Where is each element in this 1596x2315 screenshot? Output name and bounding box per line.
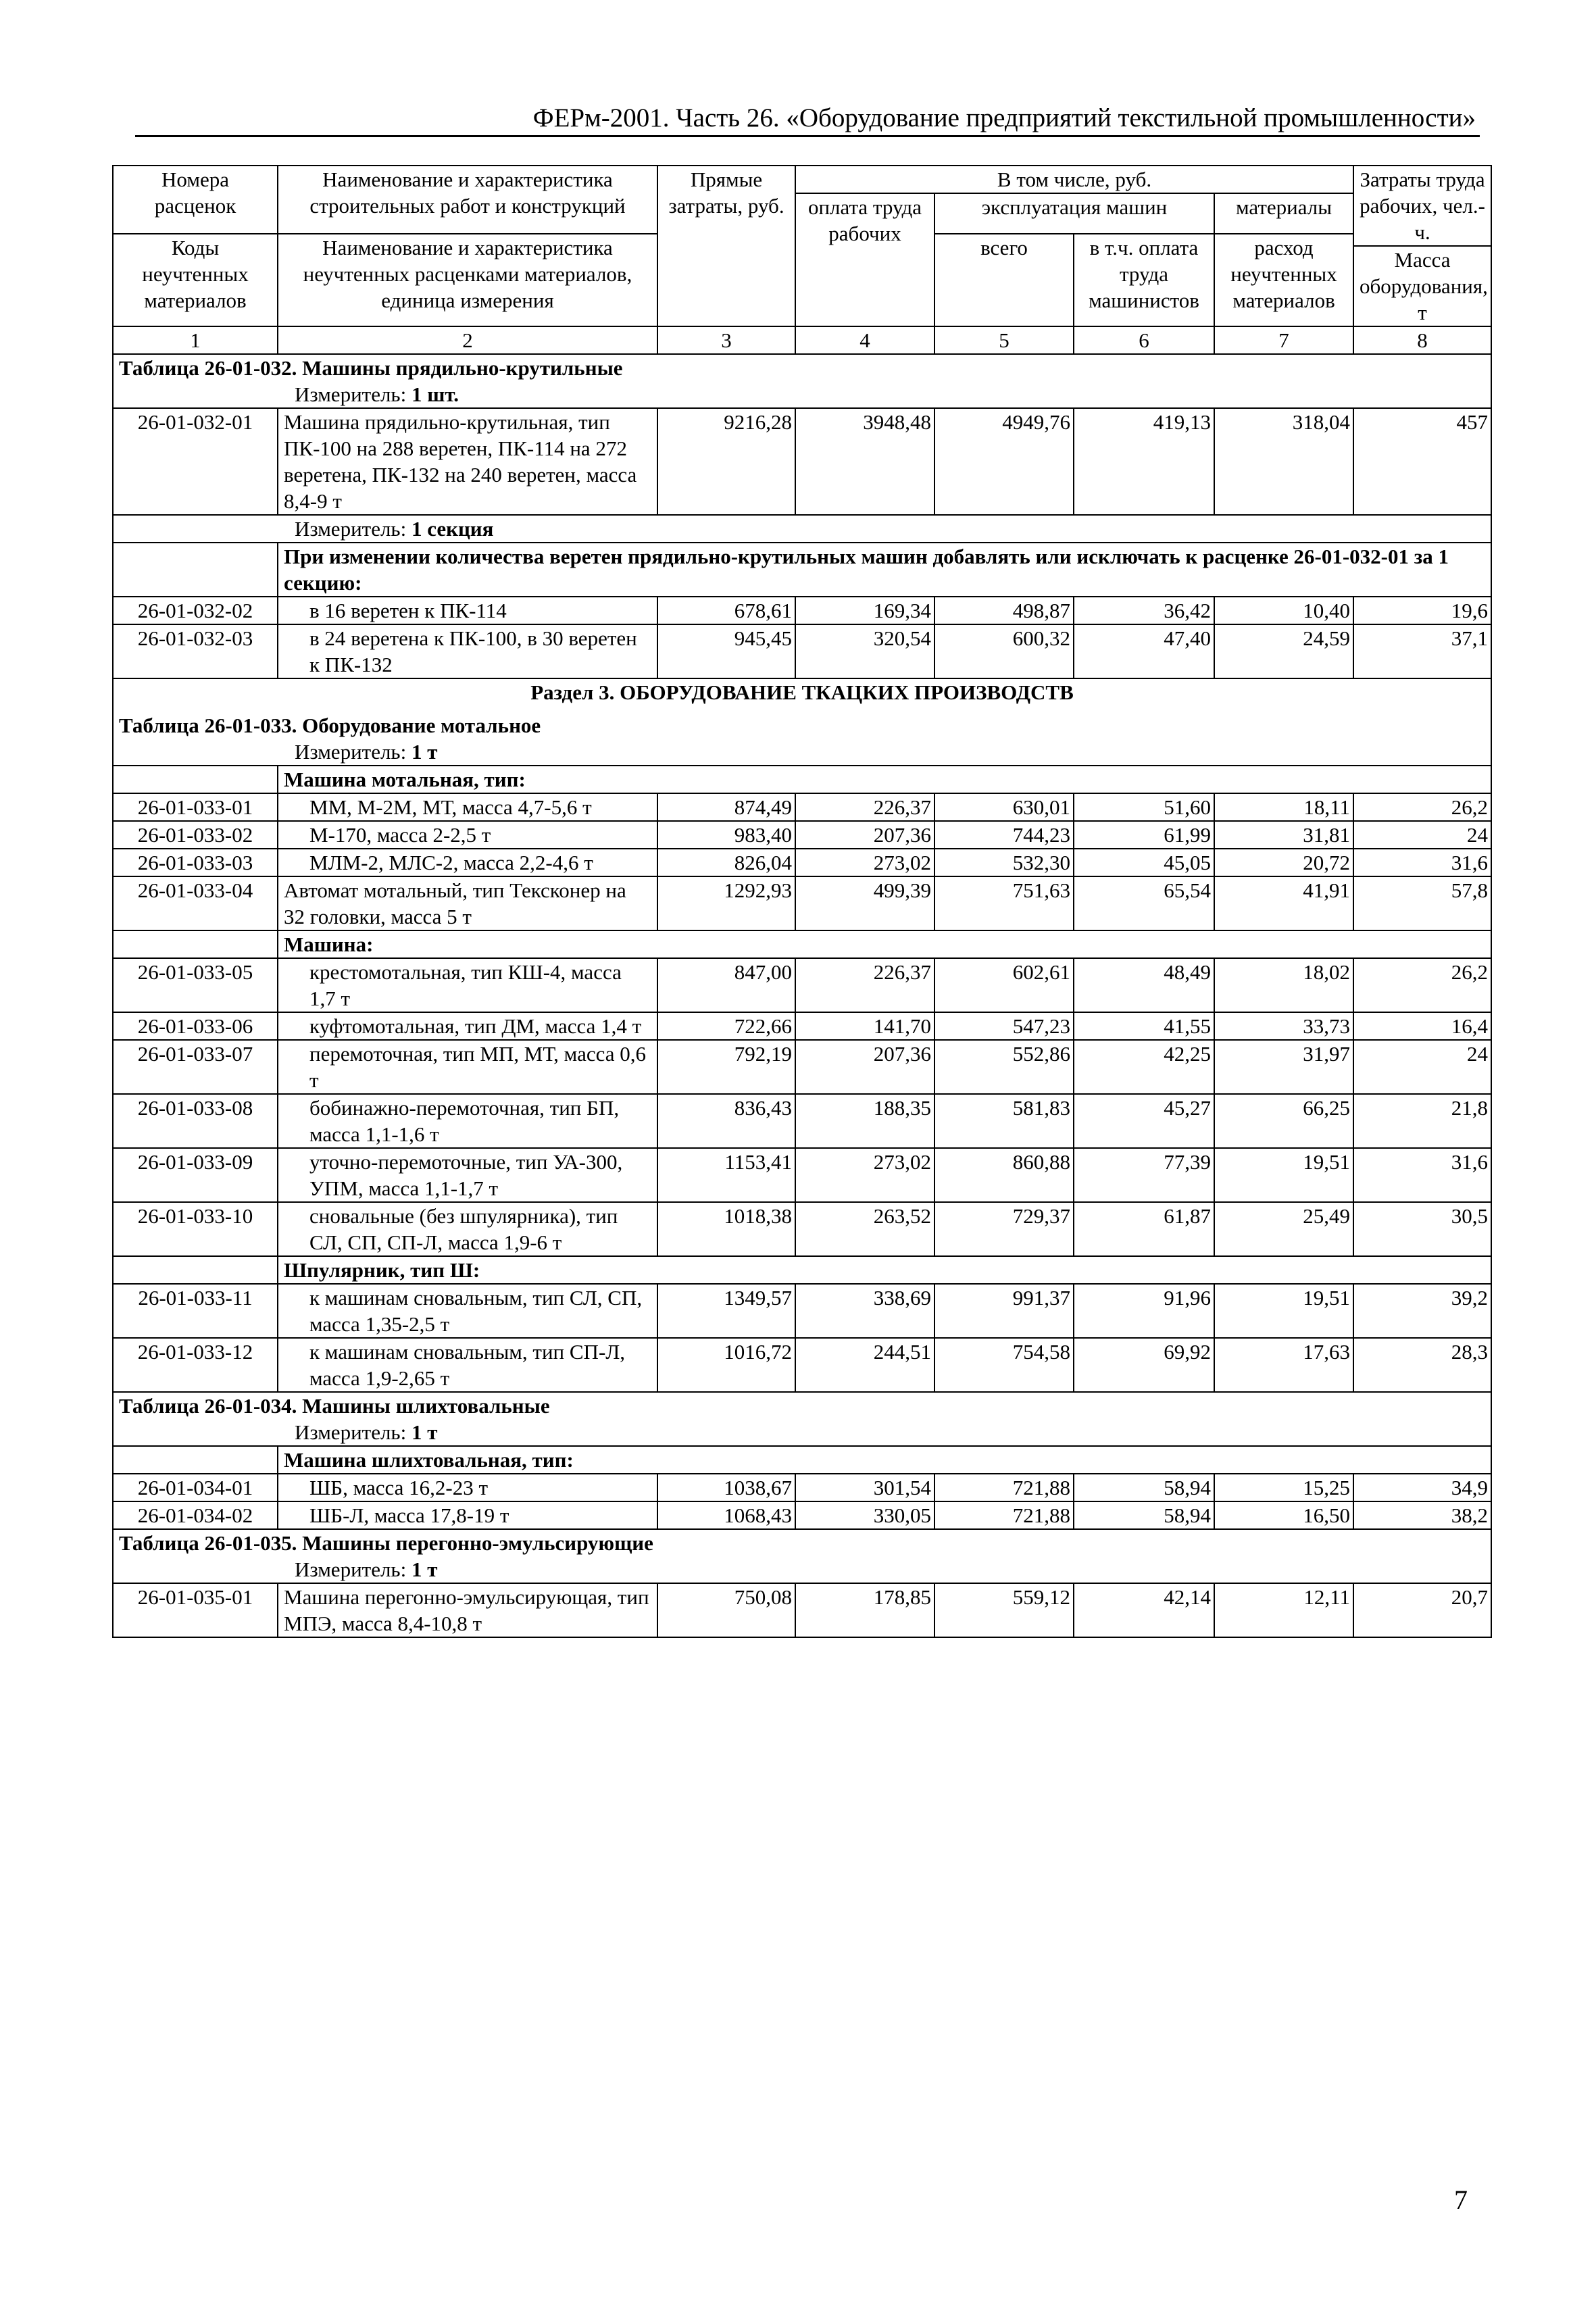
direct-cost: 1292,93 [657,876,795,930]
table-title-033: Таблица 26-01-033. Оборудование мотальное [113,705,1491,739]
material-cost: 31,81 [1214,821,1353,849]
direct-cost: 722,66 [657,1012,795,1040]
group-label: Машина: [278,930,1491,958]
operator-cost: 58,94 [1074,1501,1214,1529]
direct-cost: 750,08 [657,1583,795,1637]
machine-cost: 744,23 [934,821,1074,849]
rate-code: 26-01-033-12 [113,1338,278,1392]
direct-cost: 1153,41 [657,1148,795,1202]
machine-cost: 860,88 [934,1148,1074,1202]
header-col1-bottom: Коды неучтенных материалов [113,234,278,327]
group-row [113,1256,1491,1284]
rate-name: в 24 веретена к ПК-100, в 30 веретен к ПК-132 [278,624,657,678]
rate-code: 26-01-033-11 [113,1284,278,1338]
table-title-row [113,354,1491,381]
group-row [113,766,1491,793]
direct-cost: 1018,38 [657,1202,795,1256]
meter-label: Измеритель: [295,1420,412,1444]
labor-hours: 57,8 [1353,876,1491,930]
rate-code: 26-01-032-02 [113,597,278,624]
labor-hours: 34,9 [1353,1474,1491,1501]
meter-035 [113,1556,1491,1583]
meter-value: 1 шт. [411,382,459,406]
direct-cost: 1068,43 [657,1501,795,1529]
table-row [113,1202,1491,1256]
labor-hours: 26,2 [1353,958,1491,1012]
material-cost: 19,51 [1214,1284,1353,1338]
meter-034 [113,1419,1491,1446]
labor-cost: 263,52 [795,1202,934,1256]
group-label: Шпулярник, тип Ш: [278,1256,1491,1284]
direct-cost: 792,19 [657,1040,795,1094]
rate-name: ШБ, масса 16,2-23 т [278,1474,657,1501]
labor-cost: 226,37 [795,958,934,1012]
operator-cost: 42,14 [1074,1583,1214,1637]
labor-cost: 320,54 [795,624,934,678]
table-title-row [113,705,1491,739]
meter-033 [113,739,1491,766]
labor-hours: 20,7 [1353,1583,1491,1637]
machine-cost: 581,83 [934,1094,1074,1148]
table-row [113,876,1491,930]
material-cost: 17,63 [1214,1338,1353,1392]
header-col8-top: Затраты труда рабочих, чел.-ч. [1353,166,1491,246]
labor-hours: 21,8 [1353,1094,1491,1148]
rate-code: 26-01-035-01 [113,1583,278,1637]
header-col1-top: Номера расценок [113,166,278,234]
meter-value: 1 т [411,1420,438,1444]
column-number: 8 [1353,326,1491,354]
rate-code: 26-01-034-02 [113,1501,278,1529]
rate-name: сновальные (без шпулярника), тип СЛ, СП, СП-Л, масса 1,9-6 т [278,1202,657,1256]
labor-cost: 169,34 [795,597,934,624]
labor-hours: 28,3 [1353,1338,1491,1392]
meter-row [113,1419,1491,1446]
rate-code: 26-01-033-04 [113,876,278,930]
rate-name: ШБ-Л, масса 17,8-19 т [278,1501,657,1529]
rate-name: уточно-перемоточные, тип УА-300, УПМ, масса 1,1-1,7 т [278,1148,657,1202]
machine-cost: 559,12 [934,1583,1074,1637]
labor-cost: 207,36 [795,1040,934,1094]
machine-cost: 729,37 [934,1202,1074,1256]
labor-hours: 26,2 [1353,793,1491,821]
group-label: Машина мотальная, тип: [278,766,1491,793]
material-cost: 24,59 [1214,624,1353,678]
table-row [113,1474,1491,1501]
direct-cost: 847,00 [657,958,795,1012]
labor-cost: 141,70 [795,1012,934,1040]
rate-name: к машинам сновальным, тип СП-Л, масса 1,9-2,65 т [278,1338,657,1392]
column-number: 5 [934,326,1074,354]
meter-row [113,381,1491,408]
rate-code: 26-01-033-01 [113,793,278,821]
machine-cost: 4949,76 [934,408,1074,515]
running-header [135,100,1480,137]
material-cost: 31,97 [1214,1040,1353,1094]
rate-name: Машина перегонно-эмульсирующая, тип МПЭ, масса 8,4-10,8 т [278,1583,657,1637]
operator-cost: 58,94 [1074,1474,1214,1501]
labor-hours: 37,1 [1353,624,1491,678]
column-number: 2 [278,326,657,354]
column-numbers [113,326,1491,354]
labor-cost: 226,37 [795,793,934,821]
rate-name: к машинам сновальным, тип СЛ, СП, масса 1,35-2,5 т [278,1284,657,1338]
meter-label: Измеритель: [295,382,412,406]
labor-cost: 244,51 [795,1338,934,1392]
labor-hours: 24 [1353,1040,1491,1094]
table-title-row [113,1392,1491,1419]
rate-name: ММ, М-2М, МТ, масса 4,7-5,6 т [278,793,657,821]
material-cost: 318,04 [1214,408,1353,515]
header-incl: В том числе, руб. [795,166,1353,193]
column-number: 3 [657,326,795,354]
material-cost: 18,11 [1214,793,1353,821]
direct-cost: 874,49 [657,793,795,821]
machine-cost: 721,88 [934,1474,1074,1501]
group-row [113,1446,1491,1474]
table-row [113,1583,1491,1637]
operator-cost: 65,54 [1074,876,1214,930]
labor-cost: 273,02 [795,849,934,876]
rate-name: Автомат мотальный, тип Тексконер на 32 головки, масса 5 т [278,876,657,930]
operator-cost: 42,25 [1074,1040,1214,1094]
table-row [113,849,1491,876]
material-cost: 10,40 [1214,597,1353,624]
rate-code: 26-01-032-01 [113,408,278,515]
meter-value: 1 т [411,740,438,764]
note-text: При изменении количества веретен прядильно-крутильных машин добавлять или исключать к расценке 26-01-032-01 за 1 секцию: [278,543,1491,597]
meter-row [113,1556,1491,1583]
rate-code: 26-01-033-06 [113,1012,278,1040]
material-cost: 25,49 [1214,1202,1353,1256]
labor-hours: 24 [1353,821,1491,849]
group-row [113,930,1491,958]
labor-hours: 19,6 [1353,597,1491,624]
machine-cost: 630,01 [934,793,1074,821]
table-row [113,821,1491,849]
rate-code: 26-01-032-03 [113,624,278,678]
table-title-035: Таблица 26-01-035. Машины перегонно-эмульсирующие [113,1529,1491,1556]
group-label: Машина шлихтовальная, тип: [278,1446,1491,1474]
header-col3: Прямые затраты, руб. [657,166,795,326]
table-row [113,597,1491,624]
material-cost: 19,51 [1214,1148,1353,1202]
section-title: Раздел 3. ОБОРУДОВАНИЕ ТКАЦКИХ ПРОИЗВОДСТВ [113,678,1491,705]
rate-name: перемоточная, тип МП, МТ, масса 0,6 т [278,1040,657,1094]
labor-cost: 273,02 [795,1148,934,1202]
section-title-row [113,678,1491,705]
meter-row [113,739,1491,766]
direct-cost: 983,40 [657,821,795,849]
header-col2-bottom: Наименование и характеристика неучтенных расценками материалов, единица измерения [278,234,657,327]
header-col5: всего [934,234,1074,327]
operator-cost: 48,49 [1074,958,1214,1012]
labor-cost: 207,36 [795,821,934,849]
labor-hours: 30,5 [1353,1202,1491,1256]
table-row [113,1012,1491,1040]
operator-cost: 69,92 [1074,1338,1214,1392]
meter-value: 1 т [411,1558,438,1581]
meter-label: Измеритель: [295,1558,412,1581]
material-cost: 18,02 [1214,958,1353,1012]
labor-cost: 188,35 [795,1094,934,1148]
operator-cost: 91,96 [1074,1284,1214,1338]
header-col6: в т.ч. оплата труда машинистов [1074,234,1214,327]
meter-label: Измеритель: [295,517,412,541]
machine-cost: 602,61 [934,958,1074,1012]
material-cost: 33,73 [1214,1012,1353,1040]
rate-code: 26-01-033-10 [113,1202,278,1256]
operator-cost: 419,13 [1074,408,1214,515]
meter-value: 1 секция [411,517,494,541]
direct-cost: 836,43 [657,1094,795,1148]
rate-code: 26-01-033-03 [113,849,278,876]
direct-cost: 1016,72 [657,1338,795,1392]
direct-cost: 945,45 [657,624,795,678]
direct-cost: 1038,67 [657,1474,795,1501]
rate-name: М-170, масса 2-2,5 т [278,821,657,849]
page-number: 7 [1454,2185,1468,2215]
header-machines: эксплуатация машин [934,193,1214,234]
rate-name: МЛМ-2, МЛС-2, масса 2,2-4,6 т [278,849,657,876]
header-col2-top: Наименование и характеристика строительных работ и конструкций [278,166,657,234]
rate-code: 26-01-033-07 [113,1040,278,1094]
labor-hours: 31,6 [1353,1148,1491,1202]
rate-name: в 16 веретен к ПК-114 [278,597,657,624]
material-cost: 66,25 [1214,1094,1353,1148]
labor-hours: 16,4 [1353,1012,1491,1040]
machine-cost: 751,63 [934,876,1074,930]
header-col8-bottom: Масса оборудования, т [1353,246,1491,326]
labor-cost: 338,69 [795,1284,934,1338]
header-col7: расход неучтенных материалов [1214,234,1353,327]
meter-row [113,515,1491,543]
table-title-034: Таблица 26-01-034. Машины шлихтовальные [113,1392,1491,1419]
machine-cost: 552,86 [934,1040,1074,1094]
material-cost: 16,50 [1214,1501,1353,1529]
meter-032 [113,381,1491,408]
machine-cost: 532,30 [934,849,1074,876]
column-number: 4 [795,326,934,354]
table-row [113,1040,1491,1094]
labor-hours: 457 [1353,408,1491,515]
material-cost: 12,11 [1214,1583,1353,1637]
operator-cost: 41,55 [1074,1012,1214,1040]
column-number: 6 [1074,326,1214,354]
labor-hours: 39,2 [1353,1284,1491,1338]
rate-name: крестомотальная, тип КШ-4, масса 1,7 т [278,958,657,1012]
material-cost: 15,25 [1214,1474,1353,1501]
header-materials: материалы [1214,193,1353,234]
machine-cost: 991,37 [934,1284,1074,1338]
operator-cost: 47,40 [1074,624,1214,678]
rate-code: 26-01-033-09 [113,1148,278,1202]
direct-cost: 1349,57 [657,1284,795,1338]
labor-cost: 301,54 [795,1474,934,1501]
column-number: 7 [1214,326,1353,354]
labor-cost: 330,05 [795,1501,934,1529]
rate-code: 26-01-033-05 [113,958,278,1012]
header-col4: оплата труда рабочих [795,193,934,326]
rates-table [112,165,1492,1638]
rate-code: 26-01-033-08 [113,1094,278,1148]
labor-cost: 3948,48 [795,408,934,515]
rate-code: 26-01-033-02 [113,821,278,849]
operator-cost: 45,27 [1074,1094,1214,1148]
table-row [113,408,1491,515]
direct-cost: 9216,28 [657,408,795,515]
running-header-text: ФЕРм-2001. Часть 26. «Оборудование предприятий текстильной промышленности» [532,103,1476,132]
material-cost: 41,91 [1214,876,1353,930]
operator-cost: 77,39 [1074,1148,1214,1202]
labor-cost: 499,39 [795,876,934,930]
table-row [113,1148,1491,1202]
rate-name: бобинажно-перемоточная, тип БП, масса 1,1-1,6 т [278,1094,657,1148]
material-cost: 20,72 [1214,849,1353,876]
labor-hours: 38,2 [1353,1501,1491,1529]
rate-name: Машина прядильно-крутильная, тип ПК-100 на 288 веретен, ПК-114 на 272 веретена, ПК-132 на 240 веретен, масса 8,4-9 т [278,408,657,515]
operator-cost: 45,05 [1074,849,1214,876]
machine-cost: 498,87 [934,597,1074,624]
machine-cost: 547,23 [934,1012,1074,1040]
machine-cost: 754,58 [934,1338,1074,1392]
table-row [113,1094,1491,1148]
meter-label: Измеритель: [295,740,412,764]
table-row [113,1284,1491,1338]
operator-cost: 61,87 [1074,1202,1214,1256]
machine-cost: 721,88 [934,1501,1074,1529]
operator-cost: 61,99 [1074,821,1214,849]
operator-cost: 36,42 [1074,597,1214,624]
operator-cost: 51,60 [1074,793,1214,821]
rate-code: 26-01-034-01 [113,1474,278,1501]
meter-032-section [113,515,1491,543]
labor-hours: 31,6 [1353,849,1491,876]
rate-name: куфтомотальная, тип ДМ, масса 1,4 т [278,1012,657,1040]
note-row [113,543,1491,597]
table-title-row [113,1529,1491,1556]
machine-cost: 600,32 [934,624,1074,678]
table-row [113,1338,1491,1392]
direct-cost: 826,04 [657,849,795,876]
table-row [113,1501,1491,1529]
table-row [113,793,1491,821]
table-row [113,624,1491,678]
direct-cost: 678,61 [657,597,795,624]
labor-cost: 178,85 [795,1583,934,1637]
header-row-1 [113,166,1491,193]
table-row [113,958,1491,1012]
column-number: 1 [113,326,278,354]
table-title-032: Таблица 26-01-032. Машины прядильно-крутильные [113,354,1491,381]
